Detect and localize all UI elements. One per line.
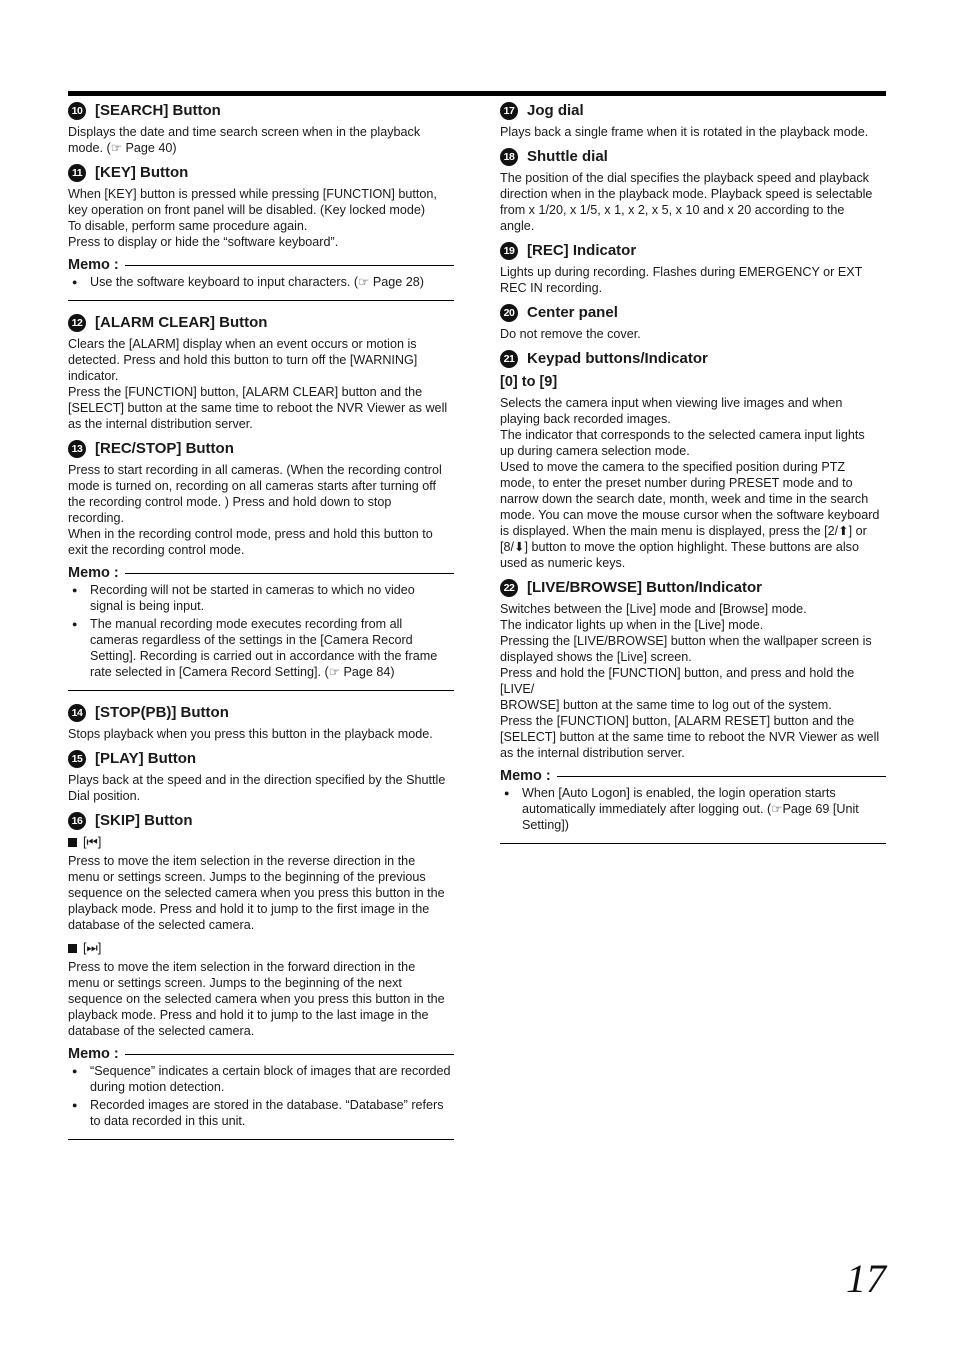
memo-text: Recording will not be started in cameras to which no video signal is being input.: [90, 583, 415, 613]
section-alarm-clear-button: [68, 313, 454, 432]
memo-text: Use the software keyboard to input characters. (☞ Page 28): [90, 275, 424, 289]
right-column: [500, 101, 886, 856]
number-badge: 15: [68, 750, 86, 768]
memo-box: [68, 565, 454, 691]
section-rec-indicator: [500, 241, 886, 296]
bullet-icon: ●: [72, 619, 78, 629]
bullet-icon: ●: [72, 277, 78, 287]
square-bullet-icon: [68, 944, 77, 953]
memo-text: Recorded images are stored in the database. “Database” refers to data recorded in this unit.: [90, 1098, 444, 1128]
memo-item: [68, 274, 454, 290]
title-text: Jog dial: [527, 102, 584, 119]
number-badge: 19: [500, 242, 518, 260]
square-bullet-icon: [68, 838, 77, 847]
description: Lights up during recording. Flashes during EMERGENCY or EXT REC IN recording.: [500, 265, 863, 295]
memo-label: Memo :: [68, 565, 119, 581]
description: Switches between the [Live] mode and [Browse] mode. The indicator lights up when in the [Live] mode. Pressing the [LIVE/BROWSE] button when the wallpaper screen is displayed shows the [Live] screen. Press and hold the [FUNCTION] button, and press and hold the [LIVE/ BROWSE] button at the same time to log out of the system. Press the [FUNCTION] button, [ALARM RESET] button and the [SELECT] button at the same time to reboot the NVR Viewer as well as the internal distribution server.: [500, 602, 880, 760]
number-badge: 12: [68, 314, 86, 332]
section-search-button: [68, 101, 454, 156]
memo-heading: [68, 1046, 454, 1062]
number-badge: 17: [500, 102, 518, 120]
description: Press to move the item selection in the reverse direction in the menu or settings screen. Jumps to the beginning of the previous sequence on the selected camera when you press this button in the playback mode. Press and hold it to jump to the first image in the database of the selected camera.: [68, 854, 445, 932]
memo-item: [68, 1097, 454, 1129]
section-title: [68, 313, 454, 332]
number-badge: 21: [500, 350, 518, 368]
title-text: [REC] Indicator: [527, 242, 637, 259]
title-text: [PLAY] Button: [95, 750, 197, 767]
memo-text: “Sequence” indicates a certain block of images that are recorded during motion detection.: [90, 1064, 451, 1094]
memo-label: Memo :: [68, 1046, 119, 1062]
memo-text: When [Auto Logon] is enabled, the login operation starts automatically immediately after logging out. (☞Page 69 [Unit Setting]): [522, 786, 859, 832]
section-shuttle-dial: [500, 147, 886, 234]
memo-heading: [68, 565, 454, 581]
bullet-icon: ●: [72, 585, 78, 595]
section-title: [68, 703, 454, 722]
number-badge: 18: [500, 148, 518, 166]
section-play-button: [68, 749, 454, 804]
keypad-subheading: [0] to [9]: [500, 374, 558, 390]
section-title: [500, 241, 886, 260]
memo-item: [500, 785, 886, 833]
section-title: [68, 811, 454, 830]
section-title: [500, 303, 886, 322]
memo-box: [68, 257, 454, 301]
skip-forward-label: [⏭]: [83, 941, 102, 955]
section-title: [500, 101, 886, 120]
number-badge: 11: [68, 164, 86, 182]
section-key-button: [68, 163, 454, 301]
section-live-browse-button: [500, 578, 886, 844]
description: Clears the [ALARM] display when an event occurs or motion is detected. Press and hold this button to turn off the [WARNING] indicator. Press the [FUNCTION] button, [ALARM CLEAR] button and the [SELECT] button at the same time to reboot the NVR Viewer as well as the internal distribution server.: [68, 337, 448, 431]
bullet-icon: ●: [504, 788, 510, 798]
section-stop-pb-button: [68, 703, 454, 742]
section-title: [68, 439, 454, 458]
number-badge: 10: [68, 102, 86, 120]
section-jog-dial: [500, 101, 886, 140]
description: Do not remove the cover.: [500, 327, 641, 341]
section-skip-button: [68, 811, 454, 1140]
title-text: [LIVE/BROWSE] Button/Indicator: [527, 579, 762, 596]
title-text: [STOP(PB)] Button: [95, 704, 229, 721]
memo-item: [68, 582, 454, 614]
memo-item: [68, 616, 454, 680]
title-text: Center panel: [527, 304, 618, 321]
description: Plays back a single frame when it is rotated in the playback mode.: [500, 125, 869, 139]
section-center-panel: [500, 303, 886, 342]
memo-heading: [500, 768, 886, 784]
section-title: [68, 749, 454, 768]
section-rec-stop-button: [68, 439, 454, 691]
section-title: [68, 163, 454, 182]
title-text: [ALARM CLEAR] Button: [95, 314, 268, 331]
number-badge: 20: [500, 304, 518, 322]
description: Press to move the item selection in the forward direction in the menu or settings screen. Jumps to the beginning of the next sequence on the selected camera when you press this button in the playback mode. Press and hold it to jump to the last image in the database of the selected camera.: [68, 960, 445, 1038]
number-badge: 16: [68, 812, 86, 830]
memo-box: [500, 768, 886, 844]
skip-back-label: [⏮]: [83, 835, 102, 849]
title-text: [REC/STOP] Button: [95, 440, 234, 457]
description: Plays back at the speed and in the direction specified by the Shuttle Dial position.: [68, 773, 446, 803]
bullet-icon: ●: [72, 1100, 78, 1110]
page-number: 17: [846, 1256, 886, 1301]
title-text: Shuttle dial: [527, 148, 608, 165]
memo-heading: [68, 257, 454, 273]
skip-forward-subheading: [68, 940, 454, 956]
section-title: [500, 349, 886, 368]
description: Press to start recording in all cameras. (When the recording control mode is turned on, recording on all cameras starts after turning off the recording control mode. ) Press and hold down to stop recording. When in the recording control mode, press and hold this button to exit the recording control mode.: [68, 463, 442, 557]
section-title: [68, 101, 454, 120]
description: Selects the camera input when viewing live images and when playing back recorded images. The indicator that corresponds to the selected camera input lights up during camera selection mode. Used to move the camera to the specified position during PTZ mode, to enter the preset number during PRESET mode and to narrow down the search date, month, week and time in the search mode. You can move the mouse cursor when the software keyboard is displayed. When the main menu is displayed, press the [2/⬆] or [8/⬇] button to move the option highlight. These buttons are also used as numeric keys.: [500, 396, 880, 570]
skip-back-subheading: [68, 834, 454, 850]
memo-label: Memo :: [500, 768, 551, 784]
header-rule: [68, 91, 886, 96]
description: The position of the dial specifies the playback speed and playback direction when in the playback mode. Playback speed is selectable from x 1/20, x 1/5, x 1, x 2, x 5, x 10 and x 20 according to the angle.: [500, 171, 873, 233]
section-title: [500, 147, 886, 166]
memo-text: The manual recording mode executes recording from all cameras regardless of the settings in the [Camera Record Setting]. Recording is carried out in accordance with the frame rate selected in [Camera Record Setting]. (☞ Page 84): [90, 617, 438, 679]
memo-item: [68, 1063, 454, 1095]
title-text: [SKIP] Button: [95, 812, 193, 829]
left-column: [68, 101, 454, 1152]
number-badge: 13: [68, 440, 86, 458]
memo-label: Memo :: [68, 257, 119, 273]
description: Stops playback when you press this button in the playback mode.: [68, 727, 433, 741]
bullet-icon: ●: [72, 1066, 78, 1076]
section-keypad-buttons: [500, 349, 886, 571]
title-text: Keypad buttons/Indicator: [527, 350, 708, 367]
description: When [KEY] button is pressed while pressing [FUNCTION] button, key operation on front panel will be disabled. (Key locked mode) To disable, perform same procedure again. Press to display or hide the “software keyboard”.: [68, 187, 437, 249]
number-badge: 14: [68, 704, 86, 722]
section-title: [500, 578, 886, 597]
description: Displays the date and time search screen when in the playback mode. (☞ Page 40): [68, 125, 421, 155]
title-text: [SEARCH] Button: [95, 102, 221, 119]
title-text: [KEY] Button: [95, 164, 189, 181]
number-badge: 22: [500, 579, 518, 597]
memo-box: [68, 1046, 454, 1140]
